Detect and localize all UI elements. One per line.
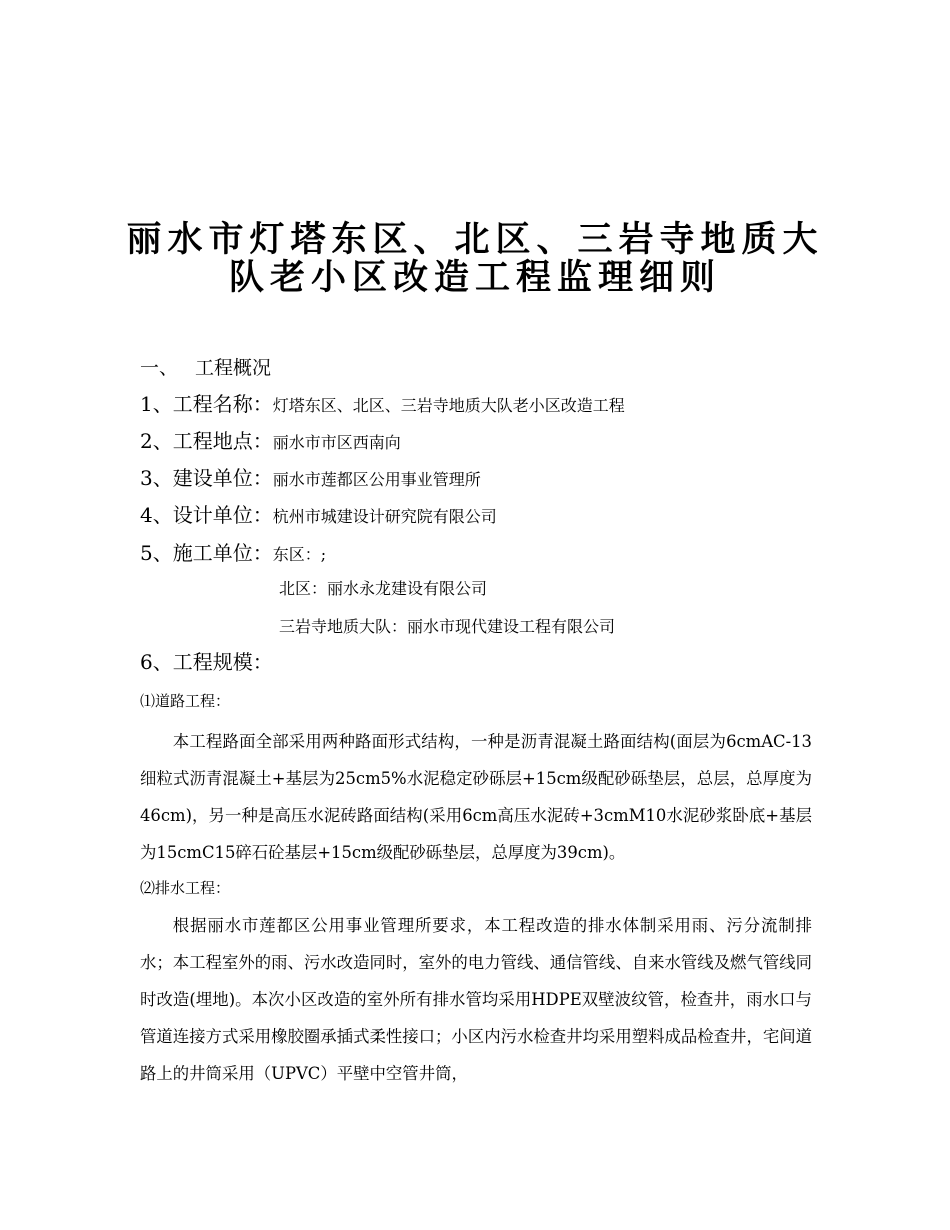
info-value: 杭州市城建设计研究院有限公司	[272, 507, 497, 526]
info-label: 5、施工单位：	[140, 541, 273, 565]
info-item-owner	[140, 465, 481, 493]
info-value: 东区：;	[272, 545, 327, 564]
info-item-contractor	[140, 540, 326, 568]
info-label: 4、设计单位：	[140, 503, 273, 527]
info-value: 灯塔东区、北区、三岩寺地质大队老小区改造工程	[272, 396, 625, 415]
road-paragraph: 本工程路面全部采用两种路面形式结构，一种是沥青混凝土路面结构(面层为6cmAC-13细粒式沥青混凝土+基层为25cm5%水泥稳定砂砾层+15cm级配砂砾垫层，总层，总厚度为46cm)，另一种是高压水泥砖路面结构(采用6cm高压水泥砖+3cmM10水泥砂浆卧底+基层为15cmC15碎石砼基层+15cm级配砂砾垫层，总厚度为39cm)。	[140, 732, 812, 862]
section-heading	[140, 355, 271, 381]
info-value: 丽水市市区西南向	[272, 433, 401, 452]
section-number: 一、	[140, 357, 179, 379]
document-title-line-2: 队老小区改造工程监理细则	[228, 257, 721, 298]
info-item-project-location	[140, 428, 401, 456]
info-item-project-name	[140, 391, 625, 419]
info-label: 1、工程名称：	[140, 392, 273, 416]
section-title: 工程概况	[195, 357, 272, 379]
drainage-paragraph: 根据丽水市莲都区公用事业管理所要求，本工程改造的排水体制采用雨、污分流制排水；本工程室外的雨、污水改造同时，室外的电力管线、通信管线、自来水管线及燃气管线同时改造(埋地)。本次小区改造的室外所有排水管均采用HDPE双壁波纹管，检查井，雨水口与管道连接方式采用橡胶圈承插式柔性接口；小区内污水检查井均采用塑料成品检查井，宅间道路上的井筒采用（UPVC）平壁中空管井筒，	[140, 916, 813, 1083]
road-heading: ⑴道路工程：	[140, 692, 231, 710]
info-item-scale	[140, 649, 273, 677]
info-label: 6、工程规模：	[140, 650, 273, 674]
info-label: 2、工程地点：	[140, 429, 273, 453]
info-value: 丽水市莲都区公用事业管理所	[272, 470, 481, 489]
contractor-north: 北区：丽水永龙建设有限公司	[279, 579, 488, 598]
info-item-designer	[140, 502, 497, 530]
contractor-sanyansi: 三岩寺地质大队：丽水市现代建设工程有限公司	[279, 617, 616, 636]
document-title-line-1: 丽水市灯塔东区、北区、三岩寺地质大	[126, 219, 824, 260]
info-label: 3、建设单位：	[140, 466, 273, 490]
drainage-heading: ⑵排水工程：	[140, 879, 231, 897]
